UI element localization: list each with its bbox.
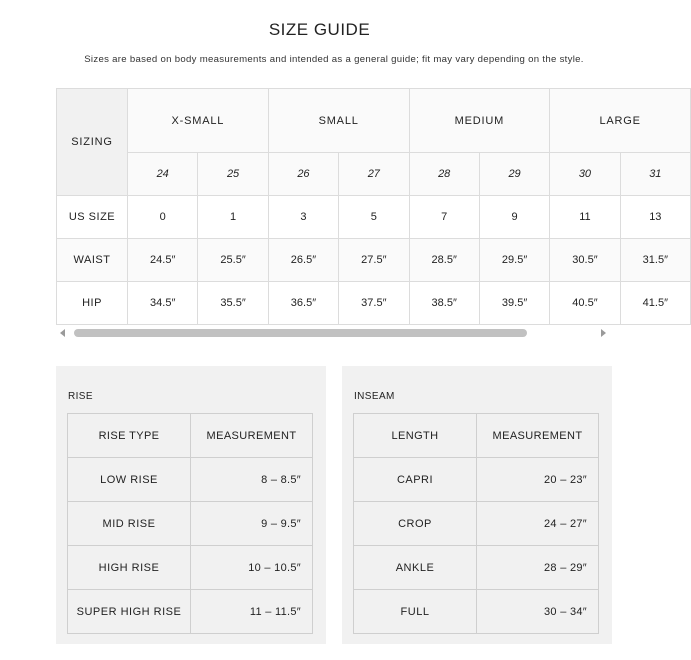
table-cell: 38.5″ [409,282,479,325]
table-row [354,502,599,546]
table-cell: 9 [479,196,549,239]
column-header: MEASUREMENT [477,414,599,458]
inseam-heading: INSEAM [354,391,395,402]
measurement-cell: 28 – 29″ [477,546,599,590]
column-header: LENGTH [354,414,477,458]
rise-type-cell: MID RISE [68,502,191,546]
scroll-left-arrow-icon[interactable] [60,329,65,337]
rise-type-cell: LOW RISE [68,458,191,502]
size-number-header: 31 [620,153,690,196]
row-label: WAIST [57,239,128,282]
row-label: US SIZE [57,196,128,239]
measurement-cell: 24 – 27″ [477,502,599,546]
rise-table [67,413,313,634]
table-cell: 24.5″ [128,239,198,282]
table-row [354,590,599,634]
size-group-header: LARGE [550,89,691,153]
table-cell: 28.5″ [409,239,479,282]
table-cell: 7 [409,196,479,239]
size-number-header: 25 [198,153,268,196]
rise-heading: RISE [68,391,93,402]
length-cell: CAPRI [354,458,477,502]
table-cell: 13 [620,196,690,239]
inseam-table [353,413,599,634]
page-title: SIZE GUIDE [268,20,371,39]
rise-type-cell: HIGH RISE [68,546,191,590]
length-cell: FULL [354,590,477,634]
size-group-header: SMALL [268,89,409,153]
table-row-hip [57,282,691,325]
horizontal-scrollbar[interactable] [56,326,612,340]
table-cell: 41.5″ [620,282,690,325]
table-cell: 34.5″ [128,282,198,325]
measurement-cell: 11 – 11.5″ [191,590,313,634]
table-cell: 3 [268,196,338,239]
table-row [68,546,313,590]
row-label: HIP [57,282,128,325]
length-cell: ANKLE [354,546,477,590]
table-row [68,590,313,634]
length-cell: CROP [354,502,477,546]
table-cell: 5 [339,196,409,239]
scroll-right-arrow-icon[interactable] [601,329,606,337]
table-cell: 30.5″ [550,239,620,282]
table-cell: 26.5″ [268,239,338,282]
table-row [68,502,313,546]
measurement-cell: 20 – 23″ [477,458,599,502]
measurement-cell: 10 – 10.5″ [191,546,313,590]
sizing-corner-label: SIZING [57,89,128,196]
table-cell: 25.5″ [198,239,268,282]
size-group-header: X-SMALL [128,89,269,153]
table-row-us-size [57,196,691,239]
table-row [354,546,599,590]
size-number-header: 26 [268,153,338,196]
table-cell: 0 [128,196,198,239]
size-table [56,88,691,325]
measurement-cell: 30 – 34″ [477,590,599,634]
table-row [68,458,313,502]
column-header: RISE TYPE [68,414,191,458]
table-row [354,458,599,502]
size-number-header: 30 [550,153,620,196]
table-cell: 29.5″ [479,239,549,282]
table-cell: 35.5″ [198,282,268,325]
table-cell: 36.5″ [268,282,338,325]
table-header-row [68,414,313,458]
table-cell: 40.5″ [550,282,620,325]
table-cell: 39.5″ [479,282,549,325]
size-number-header: 29 [479,153,549,196]
table-cell: 11 [550,196,620,239]
table-cell: 31.5″ [620,239,690,282]
measurement-cell: 9 – 9.5″ [191,502,313,546]
size-number-header: 27 [339,153,409,196]
size-table-scroll-area[interactable] [56,88,668,326]
table-cell: 1 [198,196,268,239]
page-subtitle: Sizes are based on body measurements and intended as a general guide; fit may vary depending on the style. [84,54,584,65]
table-row-waist [57,239,691,282]
rise-type-cell: SUPER HIGH RISE [68,590,191,634]
table-header-row [354,414,599,458]
table-cell: 27.5″ [339,239,409,282]
size-group-header: MEDIUM [409,89,550,153]
size-number-header: 24 [128,153,198,196]
scrollbar-thumb[interactable] [74,329,527,337]
measurement-cell: 8 – 8.5″ [191,458,313,502]
size-number-header: 28 [409,153,479,196]
rise-panel [56,366,326,644]
column-header: MEASUREMENT [191,414,313,458]
table-cell: 37.5″ [339,282,409,325]
inseam-panel [342,366,612,644]
